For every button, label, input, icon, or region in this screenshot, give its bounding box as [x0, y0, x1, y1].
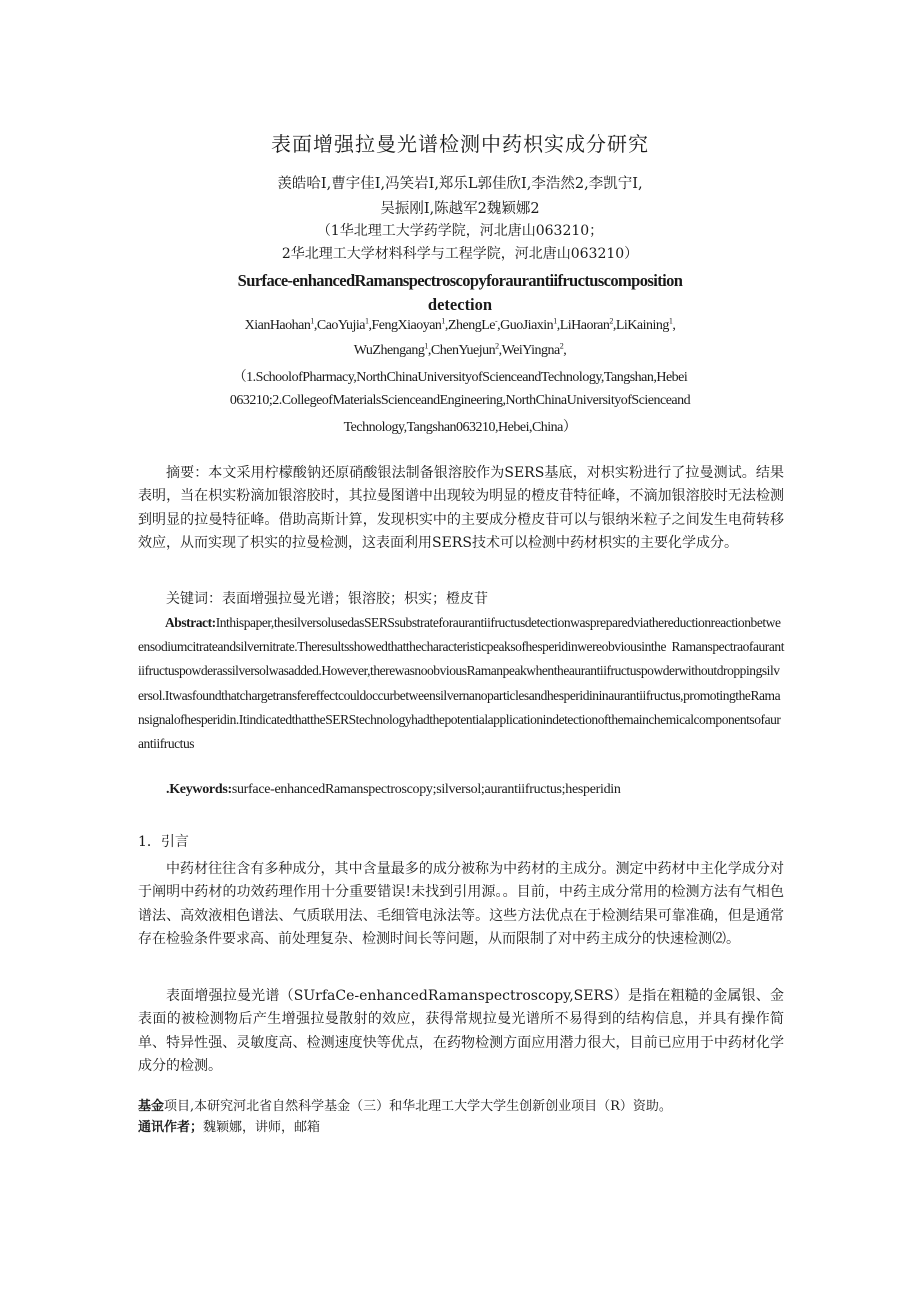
author-sup: -: [494, 316, 498, 326]
affiliation-cn-line2: 2华北理工大学材料科学与工程学院，河北唐山063210）: [281, 246, 639, 262]
author-en: ,CaoYujia: [313, 318, 365, 333]
footnote-corresponding-label: 通讯作者；: [138, 1120, 204, 1135]
affiliation-en-line2: 063210;2.CollegeofMaterialsScienceandEngineering,NorthChinaUniversityofScienceand: [229, 393, 691, 408]
title-en-line2: detection: [427, 295, 493, 314]
title-en-line1: Surface-enhancedRamanspectroscopyforaurantiifructuscomposition: [237, 271, 683, 290]
authors-en-line1: [0, 318, 920, 334]
abstract-en-text: Inthispaper,thesilversolusedasSERSsubstrateforaurantiifructusdetectionwaspreparedviathereductionreactionbetweensodiumcitrateandsilvernitrate.Theresultsshowedthatthecharacteristicpeaksofhesperidinwereobviousinthe Ramanspectraofaurantiifructuspowderassilversolwasadded.However,therewasnoobviousRamanpeakwhentheaurantiifructuspowderwithoutdroppingsilversol.Itwasfoundthatchargetransfereffectcouldoccurbetweensilvernanoparticlesandhesperidininaurantiifructus,promotingtheRamansignalofhesperidin.ItindicatedthattheSERStechnologyhadthepotentialapplicationindetectionofthemainchemicalcomponentsofaurantiifructus: [138, 615, 784, 752]
abstract-en-label: Abstract:: [165, 615, 216, 630]
intro-paragraph-2: 表面增强拉曼光谱（SUrfaCe-enhancedRamanspectroscopy,SERS）是指在粗糙的金属银、金表面的被检测物后产生增强拉曼散射的效应，获得常规拉曼光谱所不易得到的结构信息，并具有操作简单、特异性强、灵敏度高、检测速度快等优点，在药物检测方面应用潜力很大，目前已应用于中药材化学成分的检测。: [138, 988, 784, 1074]
author-sup: 1: [364, 316, 369, 326]
affiliation-en-line3: Technology,Tangshan063210,Hebei,China）: [343, 420, 577, 435]
title-cn: 表面增强拉曼光谱检测中药枳实成分研究: [271, 132, 649, 156]
affiliation-en-line1: （1.SchoolofPharmacy,NorthChinaUniversityofScienceandTechnology,Tangshan,Hebei: [232, 370, 688, 385]
keywords-en-text: surface-enhancedRamanspectroscopy;silversol;aurantiifructus;hesperidin: [231, 782, 621, 797]
author-en: ,: [672, 318, 676, 333]
author-en: ,FengXiaoyan: [368, 318, 442, 333]
authors-cn-line2: 吴振刚I,陈越军2魏颖娜2: [380, 201, 540, 217]
footnote-corresponding: [138, 1116, 320, 1135]
author-sup: 1: [310, 316, 314, 326]
keywords-en-label: .Keywords:: [166, 782, 232, 797]
abstract-cn: 摘要：本文采用柠檬酸钠还原硝酸银法制备银溶胶作为SERS基底，对枳实粉进行了拉曼测试。结果表明，当在枳实粉滴加银溶胶时，其拉曼图谱中出现较为明显的橙皮苷特征峰，不滴加银溶胶时无法检测到明显的拉曼特征峰。借助高斯计算，发现枳实中的主要成分橙皮苷可以与银纳米粒子之间发生电荷转移效应，从而实现了枳实的拉曼检测，这表面利用SERS技术可以检测中药材枳实的主要化学成分。: [138, 465, 784, 551]
author-en: ,LiHaoran: [556, 318, 610, 333]
affiliation-cn-line1: （1华北理工大学药学院，河北唐山063210；: [316, 223, 604, 239]
author-sup: 1: [441, 316, 445, 326]
footnote-fund-label: 基金: [138, 1099, 165, 1114]
footnote-fund: [138, 1095, 672, 1114]
author-sup: 1: [668, 316, 673, 326]
author-en: ,ChenYuejun: [427, 343, 496, 358]
author-sup: 2: [609, 316, 613, 326]
keywords-cn: 关键词：表面增强拉曼光谱；银溶胶；枳实；橙皮苷: [166, 591, 488, 607]
author-en: XianHaohan: [244, 318, 311, 333]
intro-paragraph-1: 中药材往往含有多种成分，其中含量最多的成分被称为中药材的主成分。测定中药材中主化学成分对于阐明中药材的功效药理作用十分重要错误!未找到引用源。。目前，中药主成分常用的检测方法有气相色谱法、高效液相色谱法、气质联用法、毛细管电泳法等。这些方法优点在于检测结果可靠准确，但是通常存在检验条件要求高、前处理复杂、检测时间长等问题，从而限制了对中药主成分的快速检测⑵。: [138, 861, 784, 947]
author-sup: 1: [553, 316, 557, 326]
author-en: ,GuoJiaxin: [497, 318, 554, 333]
keywords-en: [166, 782, 621, 798]
abstract-en: [138, 611, 784, 756]
author-en: ,LiKaining: [612, 318, 669, 333]
author-sup: 1: [424, 341, 428, 351]
authors-en-line2: [0, 343, 920, 359]
author-sup: 2: [559, 341, 564, 351]
author-sup: 2: [495, 341, 499, 351]
authors-cn-line1: 羡皓哈I,曹宇佳I,冯笑岩I,郑乐L郭佳欣I,李浩然2,李凯宁I,: [277, 176, 643, 192]
author-en: WuZhengang: [353, 343, 425, 358]
section-heading-intro: 1．引言: [138, 834, 189, 850]
footnote-fund-text: 项目,本研究河北省自然科学基金（三）和华北理工大学大学生创新创业项目（R）资助。: [164, 1099, 672, 1114]
author-en: ,ZhengLe: [444, 318, 495, 333]
footnote-corresponding-text: 魏颖娜，讲师，邮箱: [203, 1120, 321, 1135]
author-en: ,: [563, 343, 567, 358]
author-en: ,WeiYingna: [498, 343, 560, 358]
